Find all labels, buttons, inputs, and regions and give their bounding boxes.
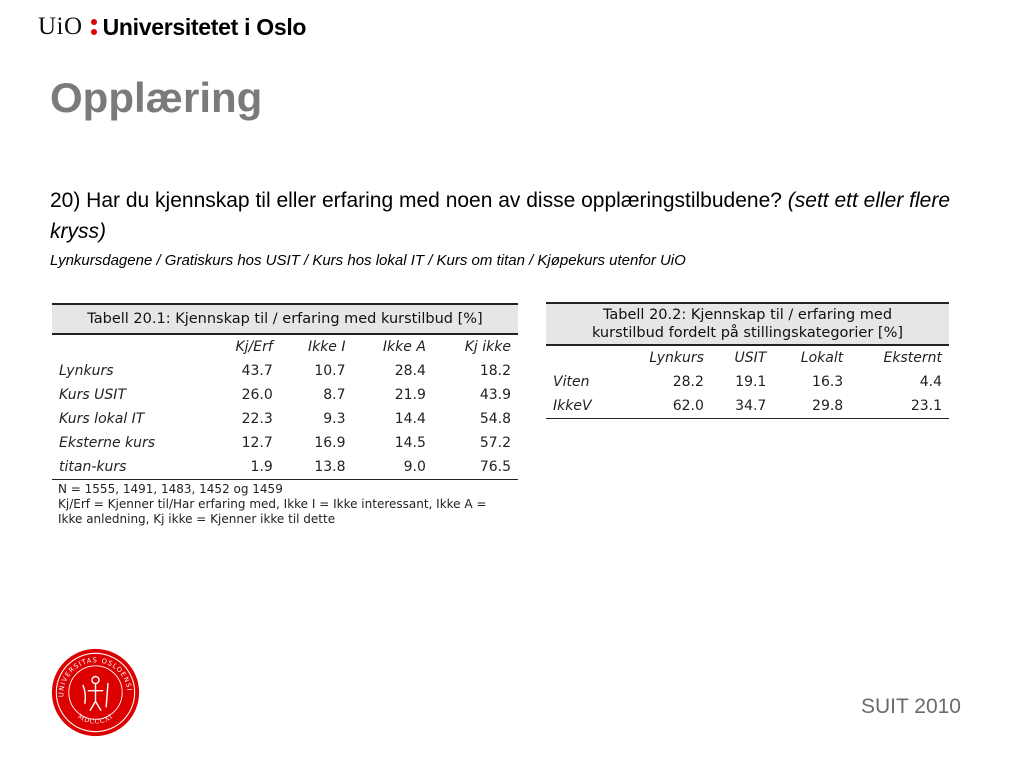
table-cell: 76.5 — [433, 455, 518, 480]
table-row — [546, 394, 949, 419]
table-cell: 62.0 — [618, 394, 711, 419]
row-label: Eksterne kurs — [59, 435, 156, 451]
table-20-1 — [52, 303, 518, 527]
table-cell: 21.9 — [394, 387, 426, 403]
question-options: Lynkursdagene / Gratiskurs hos USIT / Kurs hos lokal IT / Kurs om titan / Kjøpekurs utenfor UiO — [50, 252, 686, 269]
table-row — [52, 383, 518, 407]
column-header: Ikke I — [280, 334, 353, 359]
row-label: titan-kurs — [52, 455, 207, 480]
table-cell: 19.1 — [735, 374, 767, 390]
table-cell: 54.8 — [479, 411, 511, 427]
table-cell: 43.7 — [241, 363, 273, 379]
table-cell: 16.3 — [812, 374, 844, 390]
table-row — [52, 431, 518, 455]
question-instruction: (sett ett eller flere kryss) — [50, 189, 951, 243]
table-header-row — [52, 334, 518, 359]
table-note-n: N = 1555, 1491, 1483, 1452 og 1459 — [58, 482, 283, 496]
footer-label: SUIT 2010 — [860, 695, 961, 718]
table-cell: 9.0 — [353, 455, 433, 480]
logo-short: UiO — [38, 13, 83, 40]
table-cell: 23.1 — [850, 394, 949, 419]
column-header: Kj ikke — [433, 334, 518, 359]
table-header-corner — [52, 334, 207, 359]
column-header: Lokalt — [773, 345, 850, 370]
table-20-2 — [546, 302, 949, 419]
table-cell: 22.3 — [241, 411, 273, 427]
column-header: Eksternt — [850, 345, 949, 370]
table-cell: 1.9 — [207, 455, 279, 480]
table-cell: 43.9 — [479, 387, 511, 403]
table-cell: 14.5 — [394, 435, 426, 451]
seal-ring-text: UNIVERSITAS OSLOENSI — [57, 656, 134, 698]
column-header: Lynkurs — [618, 345, 711, 370]
row-label: Kurs USIT — [59, 387, 126, 403]
table-row — [52, 455, 518, 480]
seal-year-text: MDCCCXI — [76, 712, 115, 726]
table-cell: 14.4 — [394, 411, 426, 427]
table-header-corner — [546, 345, 618, 370]
table-cell: 4.4 — [919, 374, 942, 390]
table-cell: 29.8 — [773, 394, 850, 419]
table-cell: 10.7 — [314, 363, 346, 379]
uio-seal-icon — [51, 648, 140, 737]
table-cell: 18.2 — [479, 363, 511, 379]
seal-graphic — [51, 648, 140, 737]
table-cell: 8.7 — [323, 387, 346, 403]
table-cell: 9.3 — [323, 411, 346, 427]
row-label: IkkeV — [546, 394, 618, 419]
row-label: Lynkurs — [59, 363, 114, 379]
table-row — [52, 407, 518, 431]
table-cell: 28.4 — [394, 363, 426, 379]
row-label: Viten — [553, 374, 590, 390]
question-main: 20) Har du kjennskap til eller erfaring med noen av disse opplæringstilbudene? — [50, 189, 782, 212]
table-cell: 13.8 — [280, 455, 353, 480]
table-cell: 28.2 — [672, 374, 704, 390]
table-caption-line2: kurstilbud fordelt på stillingskategorier [%] — [591, 325, 904, 341]
table-cell: 34.7 — [711, 394, 773, 419]
logo-dots-icon — [91, 19, 97, 35]
column-header: USIT — [711, 345, 773, 370]
table-caption: Tabell 20.1: Kjennskap til / erfaring med kurstilbud [%] — [52, 304, 518, 334]
table-cell: 57.2 — [479, 435, 511, 451]
page-title: Opplæring — [50, 74, 263, 121]
table-cell: 26.0 — [241, 387, 273, 403]
table-notes — [52, 480, 518, 528]
table-caption-line1: Tabell 20.2: Kjennskap til / erfaring med — [602, 307, 893, 323]
table-header-row — [546, 345, 949, 370]
uio-logo[interactable] — [38, 13, 306, 41]
table-row — [52, 359, 518, 383]
question-text — [50, 185, 950, 247]
table-row — [546, 370, 949, 394]
table-cell: 12.7 — [241, 435, 273, 451]
table-caption — [546, 303, 949, 345]
row-label: Kurs lokal IT — [59, 411, 145, 427]
logo-name: Universitetet i Oslo — [102, 13, 307, 40]
table-cell: 16.9 — [314, 435, 346, 451]
column-header: Ikke A — [353, 334, 433, 359]
table-note-legend: Kj/Erf = Kjenner til/Har erfaring med, Ikke I = Ikke interessant, Ikke A = Ikke anledning, Kj ikke = Kjenner ikke til dette — [58, 497, 487, 526]
column-header: Kj/Erf — [207, 334, 279, 359]
